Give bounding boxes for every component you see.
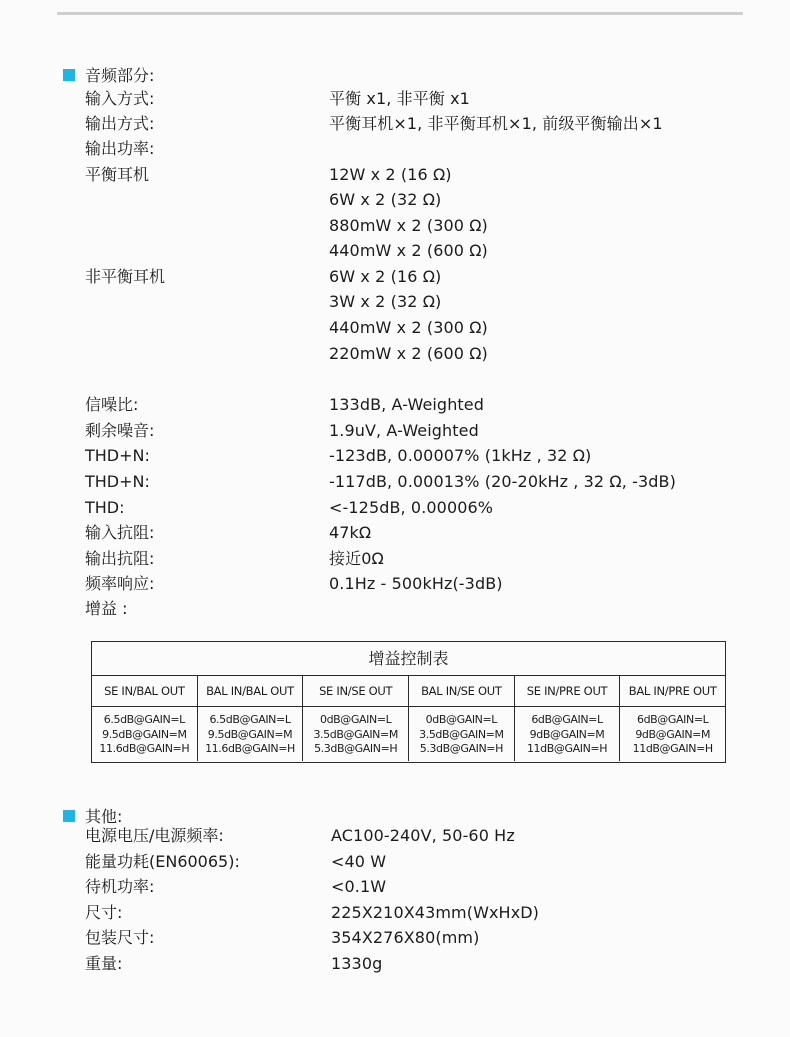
spec-row-input-mode xyxy=(85,86,745,111)
spec-value: 354X276X80(mm) xyxy=(331,928,480,947)
spec-label: 重量: xyxy=(85,954,123,973)
spec-value: 平衡 x1, 非平衡 x1 xyxy=(329,89,470,108)
spec-label: 剩余噪音: xyxy=(85,421,155,440)
spec-value: 1.9uV, A-Weighted xyxy=(329,421,479,440)
gain-cell: 0dB@GAIN=L xyxy=(319,713,392,726)
gain-column xyxy=(197,676,303,761)
spec-label: THD: xyxy=(85,498,125,517)
gain-table-title: 增益控制表 xyxy=(92,642,725,676)
spec-label: 信噪比: xyxy=(85,395,139,414)
spec-label: 尺寸: xyxy=(85,903,123,922)
audio-section-heading xyxy=(63,63,154,86)
spec-row-power-consumption xyxy=(85,849,745,874)
gain-column-header: BAL IN/PRE OUT xyxy=(620,676,725,707)
spec-label: 输入方式: xyxy=(85,89,155,108)
audio-heading-text: 音频部分: xyxy=(85,66,155,85)
gain-column-header: SE IN/PRE OUT xyxy=(515,676,620,707)
gain-column xyxy=(408,676,514,761)
spec-value: 12W x 2 (16 Ω) xyxy=(329,165,452,184)
spec-row-balanced xyxy=(85,162,745,187)
spec-row-dimensions xyxy=(85,900,745,925)
spec-label: THD+N: xyxy=(85,446,150,465)
spec-value: 440mW x 2 (300 Ω) xyxy=(329,318,488,337)
spec-row-standby-power xyxy=(85,874,745,899)
gain-cell: 11dB@GAIN=H xyxy=(632,742,713,755)
square-bullet-icon xyxy=(63,69,75,81)
spec-value: 880mW x 2 (300 Ω) xyxy=(329,216,488,235)
gain-column-header: SE IN/BAL OUT xyxy=(92,676,197,707)
spec-value: 3W x 2 (32 Ω) xyxy=(329,292,442,311)
spec-value: <40 W xyxy=(331,852,387,871)
spec-row-unbalanced xyxy=(85,315,745,340)
gain-column xyxy=(619,676,725,761)
spec-row-balanced xyxy=(85,187,745,212)
gain-cell: 6.5dB@GAIN=L xyxy=(103,713,185,726)
gain-column xyxy=(92,676,197,761)
spec-label: 包装尺寸: xyxy=(85,928,155,947)
square-bullet-icon xyxy=(63,810,75,822)
spec-label: 平衡耳机 xyxy=(85,165,150,184)
spec-value: 47kΩ xyxy=(329,523,372,542)
spec-row-thdn-1k xyxy=(85,443,745,468)
spec-row-weight xyxy=(85,951,745,976)
spec-value: 接近0Ω xyxy=(329,549,384,568)
gain-cell: 6.5dB@GAIN=L xyxy=(209,713,291,726)
spec-label: 电源电压/电源频率: xyxy=(85,826,224,845)
spec-value: <-125dB, 0.00006% xyxy=(329,498,494,517)
spec-row-output-power xyxy=(85,136,745,161)
spec-row-thd xyxy=(85,495,745,520)
spec-row-frequency-response xyxy=(85,571,745,596)
spec-value: 0.1Hz - 500kHz(-3dB) xyxy=(329,574,503,593)
gain-cell: 6dB@GAIN=L xyxy=(636,713,709,726)
spec-value: -123dB, 0.00007% (1kHz , 32 Ω) xyxy=(329,446,592,465)
spec-label: 输出抗阻: xyxy=(85,549,155,568)
spec-value: 440mW x 2 (600 Ω) xyxy=(329,241,488,260)
gain-cell: 9.5dB@GAIN=M xyxy=(102,727,187,741)
spec-row-thdn-range xyxy=(85,469,745,494)
spec-row-unbalanced xyxy=(85,264,745,289)
gain-control-table xyxy=(91,641,726,763)
spec-row-package-size xyxy=(85,925,745,950)
spec-label: 待机功率: xyxy=(85,877,155,896)
gain-column xyxy=(302,676,408,761)
spec-value: 6W x 2 (16 Ω) xyxy=(329,267,442,286)
spec-value: 225X210X43mm(WxHxD) xyxy=(331,903,540,922)
spec-row-snr xyxy=(85,392,745,417)
gain-cell: 11.6dB@GAIN=H xyxy=(205,742,295,755)
gain-column-header: BAL IN/BAL OUT xyxy=(198,676,303,707)
top-divider xyxy=(57,12,743,15)
gain-cell: 6dB@GAIN=L xyxy=(531,713,603,726)
spec-value: 220mW x 2 (600 Ω) xyxy=(329,344,488,363)
gain-column-header: SE IN/SE OUT xyxy=(303,676,408,707)
gain-table-body xyxy=(92,676,725,761)
spec-value: 133dB, A-Weighted xyxy=(329,395,485,414)
spec-value: AC100-240V, 50-60 Hz xyxy=(331,826,515,845)
spec-row-residual-noise xyxy=(85,418,745,443)
gain-cell: 0dB@GAIN=L xyxy=(425,713,498,726)
spec-label: 增益 : xyxy=(85,599,128,618)
gain-column-header: BAL IN/SE OUT xyxy=(409,676,514,707)
gain-cell: 11dB@GAIN=H xyxy=(526,742,608,755)
spec-label: THD+N: xyxy=(85,472,150,491)
gain-cell: 5.3dB@GAIN=H xyxy=(314,742,398,755)
spec-row-output-mode xyxy=(85,111,745,136)
spec-row-unbalanced xyxy=(85,289,745,314)
spec-row-unbalanced xyxy=(85,341,745,366)
gain-cell: 11.6dB@GAIN=H xyxy=(99,742,190,755)
gain-cell: 9dB@GAIN=M xyxy=(635,727,711,741)
gain-cell: 5.3dB@GAIN=H xyxy=(419,742,503,755)
spec-value: 1330g xyxy=(331,954,383,973)
gain-cell: 9.5dB@GAIN=M xyxy=(207,727,293,741)
spec-value: -117dB, 0.00013% (20-20kHz , 32 Ω, -3dB) xyxy=(329,472,676,491)
other-heading-text: 其他: xyxy=(85,807,123,826)
spec-label: 频率响应: xyxy=(85,574,155,593)
gain-column xyxy=(514,676,620,761)
spec-label: 非平衡耳机 xyxy=(85,267,166,286)
spec-label: 输出方式: xyxy=(85,114,155,133)
spec-label: 输出功率: xyxy=(85,139,155,158)
spec-row-balanced xyxy=(85,238,745,263)
gain-cell: 3.5dB@GAIN=M xyxy=(313,727,398,741)
gain-cell: 9dB@GAIN=M xyxy=(529,727,605,741)
gain-cell: 3.5dB@GAIN=M xyxy=(419,727,504,741)
spec-label: 输入抗阻: xyxy=(85,523,155,542)
spec-row-input-impedance xyxy=(85,520,745,545)
spec-row-power-supply xyxy=(85,823,745,848)
spec-value: 6W x 2 (32 Ω) xyxy=(329,190,442,209)
spec-value: <0.1W xyxy=(331,877,387,896)
spec-row-balanced xyxy=(85,213,745,238)
spec-label: 能量功耗(EN60065): xyxy=(85,852,240,871)
spec-row-output-impedance xyxy=(85,546,745,571)
spec-row-gain xyxy=(85,596,745,621)
spec-value: 平衡耳机×1, 非平衡耳机×1, 前级平衡输出×1 xyxy=(329,114,663,133)
